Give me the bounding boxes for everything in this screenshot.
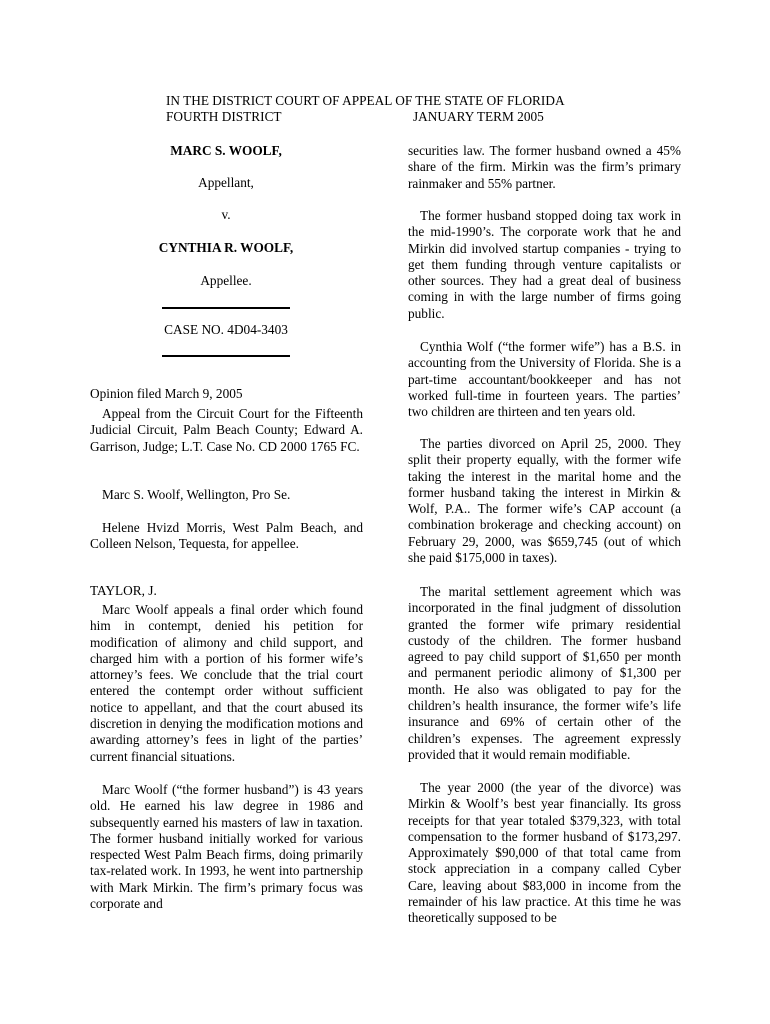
appellee-name: CYNTHIA R. WOOLF, xyxy=(158,240,294,255)
appellee-counsel: Helene Hvizd Morris, West Palm Beach, and Colleen Nelson, Tequesta, for appellee. xyxy=(90,520,363,552)
versus: v. xyxy=(221,207,231,222)
appellant-counsel: Marc S. Woolf, Wellington, Pro Se. xyxy=(102,487,291,502)
appeal-paragraph: Appeal from the Circuit Court for the Fifteenth Judicial Circuit, Palm Beach County; Edward A. Garrison, Judge; L.T. Case No. CD 2000 1765 FC. xyxy=(90,406,363,454)
judge-name: TAYLOR, J. xyxy=(90,583,157,599)
right-paragraph-1: securities law. The former husband owned a 45% share of the firm. Mirkin was the firm’s primary rainmaker and 55% partner. xyxy=(408,143,681,191)
court-header xyxy=(166,93,596,126)
case-number: CASE NO. 4D04-3403 xyxy=(164,322,288,337)
left-paragraph-2: Marc Woolf (“the former husband”) is 43 years old. He earned his law degree in 1986 and subsequently earned his masters of law in taxation. The former husband initially worked for various respected West Palm Beach firms, doing primarily tax-related work. In 1993, he went into partnership with Mark Mirkin. The firm’s primary focus was corporate and xyxy=(90,782,363,912)
caption-divider-bottom xyxy=(162,355,290,357)
right-paragraph-4: The parties divorced on April 25, 2000. They split their property equally, with the former wife taking the interest in the marital home and the former husband taking the interest in Mirkin & Wolf, P.A.. The former wife’s CAP account (a combination brokerage and checking account) on February 29, 2000, was $659,745 (out of which she paid $175,000 in taxes). xyxy=(408,436,681,566)
right-paragraph-2: The former husband stopped doing tax work in the mid-1990’s. The corporate work that he and Mirkin did involved startup companies - trying to get them funding through venture capitalists or other sources. They had a great deal of business coming in with the large number of firms going public. xyxy=(408,208,681,321)
opinion-filed: Opinion filed March 9, 2005 xyxy=(90,386,243,402)
left-paragraph-1: Marc Woolf appeals a final order which found him in contempt, denied his petition for modification of alimony and child support, and charged him with a portion of his former wife’s attorney’s fees. We conclude that the trial court entered the contempt order without sufficient notice to appellant, and that the court abused its discretion in denying the modification motions and awarding attorney’s fees in light of the parties’ current financial situations. xyxy=(90,602,363,764)
right-paragraph-5: The marital settlement agreement which was incorporated in the final judgment of dissolution granted the former wife primary residential custody of the children. The former husband agreed to pay child support of $1,650 per month and permanent periodic alimony of $1,300 per month. He also was obligated to pay for the children’s health insurance, the former wife’s life insurance and 69% of certain other of the children’s expenses. The agreement expressly provided that it would remain modifiable. xyxy=(408,584,681,762)
right-paragraph-3: Cynthia Wolf (“the former wife”) has a B.S. in accounting from the University of Florida. She is a part-time accountant/bookkeeper and has not worked full-time in fourteen years. The parties’ two children are thirteen and ten years old. xyxy=(408,339,681,420)
appellant-name: MARC S. WOOLF, xyxy=(170,143,282,158)
appellant-role: Appellant, xyxy=(198,175,254,190)
caption-divider-top xyxy=(162,307,290,309)
right-paragraph-6: The year 2000 (the year of the divorce) was Mirkin & Woolf’s best year financially. Its gross receipts for that year totaled $379,323, with total compensation to the former husband of $173,297. Approximately $90,000 of that total came from stock appreciation in a company called Cyber Care, leaving about $83,000 in income from the remainder of his law practice. At this time he was theoretically supposed to be xyxy=(408,780,681,926)
appellee-role: Appellee. xyxy=(200,273,252,288)
court-name: IN THE DISTRICT COURT OF APPEAL OF THE STATE OF FLORIDA xyxy=(166,93,565,108)
district-name: FOURTH DISTRICT xyxy=(166,109,282,125)
term: JANUARY TERM 2005 xyxy=(413,109,544,124)
